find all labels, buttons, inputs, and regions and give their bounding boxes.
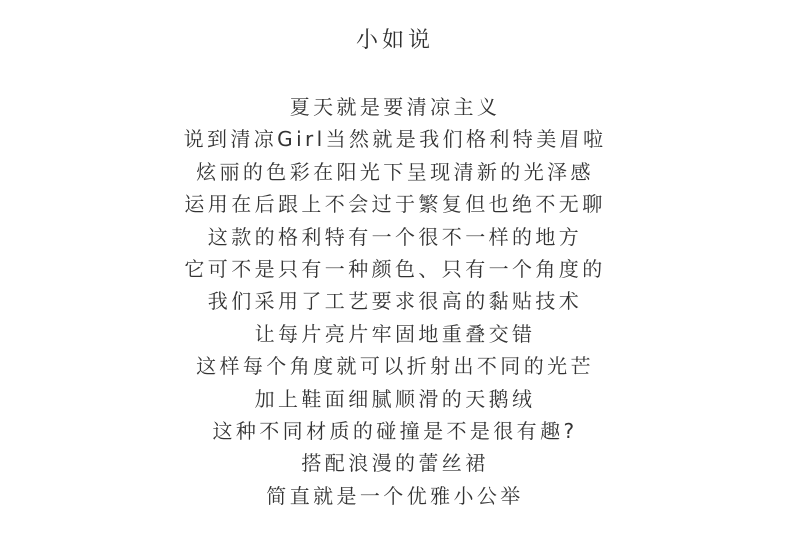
text-line: 炫丽的色彩在阳光下呈现清新的光泽感 [196, 159, 594, 184]
text-line: 说到清凉Girl当然就是我们格利特美眉啦 [183, 127, 607, 152]
text-line: 这款的格利特有一个很不一样的地方 [207, 224, 583, 249]
text-line: 让每片亮片牢固地重叠交错 [254, 321, 536, 346]
text-line: 加上鞋面细腻顺滑的天鹅绒 [254, 386, 536, 411]
text-line: 运用在后跟上不会过于繁复但也绝不无聊 [184, 192, 606, 217]
text-line: 这样每个角度就可以折射出不同的光芒 [196, 354, 594, 379]
text-line: 简直就是一个优雅小公举 [266, 483, 524, 508]
body-text [0, 91, 790, 512]
text-line: 搭配浪漫的蕾丝裙 [301, 451, 489, 476]
text-line: 它可不是只有一种颜色、只有一个角度的 [184, 256, 606, 281]
page-title: 小如说 [355, 28, 434, 53]
text-line: 我们采用了工艺要求很高的黏贴技术 [207, 289, 583, 314]
text-line: 夏天就是要清凉主义 [289, 95, 501, 119]
text-line: 这种不同材质的碰撞是不是很有趣? [212, 418, 578, 443]
